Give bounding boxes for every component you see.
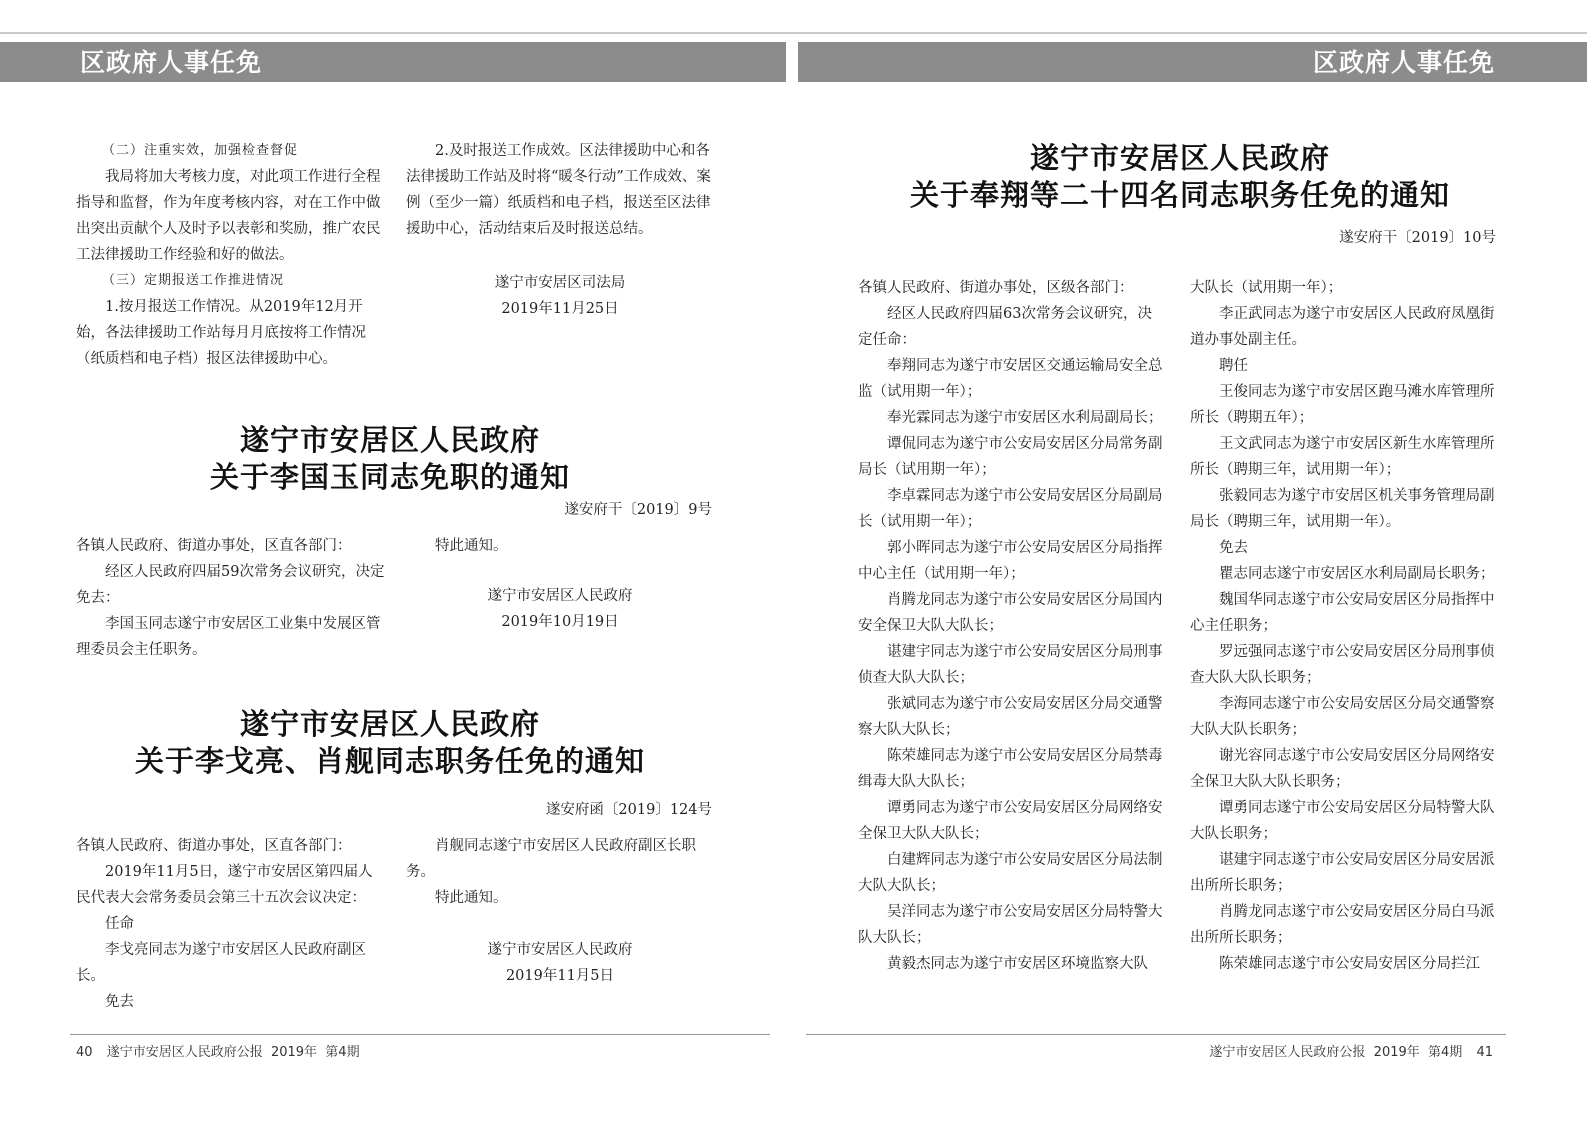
paragraph: 2019年11月5日，遂宁市安居区第四届人民代表大会常务委员会第三十五次会议决定： [76,864,373,906]
label-dismiss: 免去 [1219,540,1248,556]
list-item: 吴洋同志为遂宁市公安局安居区分局特警大队大队长； [858,904,1163,946]
section-heading: （二）注重实效，加强检查督促 [102,143,299,158]
header-title-left: 区政府人事任免 [80,48,263,77]
notice3-col2 [1190,275,1496,977]
signature-date: 2019年11月5日 [505,968,615,984]
notice3-title [860,140,1500,214]
addressee: 各镇人民政府、街道办事处，区直各部门： [76,838,352,854]
paragraph: 经区人民政府四届63次常务会议研究，决定任命： [858,306,1152,348]
notice1-title-line1: 遂宁市安居区人民政府 [239,423,540,457]
footer-right [1209,1041,1493,1060]
paragraph: 1.按月报送工作情况。从2019年12月开始，各法律援助工作站每月月底按将工作情况（纸质档和电子档）报区法律援助中心。 [76,299,366,367]
footer-publication-left: 遂宁市安居区人民政府公报 2019年 第4期 [106,1045,360,1060]
paragraph: 我局将加大考核力度，对此项工作进行全程指导和监督，作为年度考核内容，对在工作中做出突出贡献个人及时予以表彰和奖励，推广农民工法律援助工作经验和好的做法。 [76,169,381,263]
page-number-right: 41 [1476,1045,1493,1060]
list-item: 奉光霖同志为遂宁市安居区水利局副局长； [887,410,1163,426]
list-item: 陈荣雄同志为遂宁市公安局安居区分局禁毒缉毒大队大队长； [858,748,1163,790]
list-item: 罗远强同志遂宁市公安局安居区分局刑事侦查大队大队长职务； [1190,644,1495,686]
notice1-col2 [406,533,714,635]
notice3-title-line1: 遂宁市安居区人民政府 [1029,141,1330,175]
notice3-col1 [858,275,1164,977]
list-item: 郭小晖同志为遂宁市公安局安居区分局指挥中心主任（试用期一年）； [858,540,1163,582]
list-item: 谭侃同志为遂宁市公安局安居区分局常务副局长（试用期一年）； [858,436,1163,478]
signature-date: 2019年11月25日 [501,301,619,317]
footer-rule-right [806,1034,1506,1035]
list-item: 李正武同志为遂宁市安居区人民政府凤凰街道办事处副主任。 [1190,306,1495,348]
left-top-col1 [76,138,384,372]
list-item: 李卓霖同志为遂宁市公安局安居区分局副局长（试用期一年）； [858,488,1163,530]
page-number-left: 40 [76,1045,93,1060]
paragraph: 李国玉同志遂宁市安居区工业集中发展区管理委员会主任职务。 [76,616,381,658]
list-item: 张毅同志为遂宁市安居区机关事务管理局副局长（聘期三年，试用期一年）。 [1190,488,1495,530]
notice2-title-line2: 关于李戈亮、肖舰同志职务任免的通知 [134,744,645,778]
list-item: 肖腾龙同志遂宁市公安局安居区分局白马派出所所长职务； [1190,904,1495,946]
notice1-doc-number: 遂安府干〔2019〕9号 [564,502,712,518]
list-item: 瞿志同志遂宁市安居区水利局副局长职务； [1219,566,1495,582]
list-item: 王俊同志为遂宁市安居区跑马滩水库管理所所长（聘期五年）； [1190,384,1495,426]
label-appoint: 任命 [105,916,134,932]
list-item: 黄毅杰同志为遂宁市安居区环境监察大队 [887,956,1148,972]
addressee: 各镇人民政府、街道办事处，区级各部门： [858,280,1134,296]
footer-rule-left [70,1034,770,1035]
section-heading: （三）定期报送工作推进情况 [102,273,285,288]
notice2-doc-number: 遂安府函〔2019〕124号 [545,802,712,818]
notice2-title [40,706,740,780]
label-hire: 聘任 [1219,358,1248,374]
list-item: 奉翔同志为遂宁市安居区交通运输局安全总监（试用期一年）； [858,358,1163,400]
paragraph: 2.及时报送工作成效。区法律援助中心和各法律援助工作站及时将“暖冬行动”工作成效、案例（至少一篇）纸质档和电子档，报送至区法律援助中心，活动结束后及时报送总结。 [406,143,711,237]
signature-org: 遂宁市安居区司法局 [494,275,626,291]
notice3-title-line2: 关于奉翔等二十四名同志职务任免的通知 [909,178,1450,212]
closing-text: 特此通知。 [435,538,508,554]
closing-text: 特此通知。 [435,890,508,906]
notice1-title [60,422,720,496]
list-item: 陈荣雄同志遂宁市公安局安居区分局拦江 [1219,956,1480,972]
footer-publication-right: 遂宁市安居区人民政府公报 2019年 第4期 [1209,1045,1463,1060]
header-title-right: 区政府人事任免 [1313,48,1496,77]
notice2-title-line1: 遂宁市安居区人民政府 [239,707,540,741]
signature-org: 遂宁市安居区人民政府 [487,942,633,958]
list-item: 谌建宇同志遂宁市公安局安居区分局安居派出所所长职务； [1190,852,1495,894]
list-item: 肖腾龙同志为遂宁市公安局安居区分局国内安全保卫大队大队长； [858,592,1163,634]
paragraph: 李戈亮同志为遂宁市安居区人民政府副区长。 [76,942,366,984]
notice2-col2 [406,833,714,989]
notice1-title-line2: 关于李国玉同志免职的通知 [209,460,570,494]
paragraph: 肖舰同志遂宁市安居区人民政府副区长职务。 [406,838,696,880]
notice1-col1 [76,533,386,663]
list-item: 魏国华同志遂宁市公安局安居区分局指挥中心主任职务； [1190,592,1495,634]
notice3-doc-number: 遂安府干〔2019〕10号 [1339,230,1496,246]
list-item: 谭勇同志为遂宁市公安局安居区分局网络安全保卫大队大队长； [858,800,1163,842]
signature-org: 遂宁市安居区人民政府 [487,588,633,604]
list-item: 李海同志遂宁市公安局安居区分局交通警察大队大队长职务； [1190,696,1495,738]
paragraph: 经区人民政府四届59次常务会议研究，决定免去： [76,564,385,606]
list-item: 大队长（试用期一年）； [1190,280,1343,296]
label-dismiss: 免去 [105,994,134,1010]
addressee: 各镇人民政府、街道办事处，区直各部门： [76,538,352,554]
list-item: 张斌同志为遂宁市公安局安居区分局交通警察大队大队长； [858,696,1163,738]
list-item: 谌建宇同志为遂宁市公安局安居区分局刑事侦查大队大队长； [858,644,1163,686]
list-item: 王文武同志为遂宁市安居区新生水库管理所所长（聘期三年，试用期一年）； [1190,436,1495,478]
list-item: 谢光容同志遂宁市公安局安居区分局网络安全保卫大队大队长职务； [1190,748,1495,790]
footer-left [76,1041,360,1060]
list-item: 谭勇同志遂宁市公安局安居区分局特警大队大队长职务； [1190,800,1495,842]
top-rule [0,32,1587,34]
left-top-col2 [406,138,714,322]
list-item: 白建辉同志为遂宁市公安局安居区分局法制大队大队长； [858,852,1163,894]
signature-date: 2019年10月19日 [501,614,619,630]
notice2-col1 [76,833,386,1015]
